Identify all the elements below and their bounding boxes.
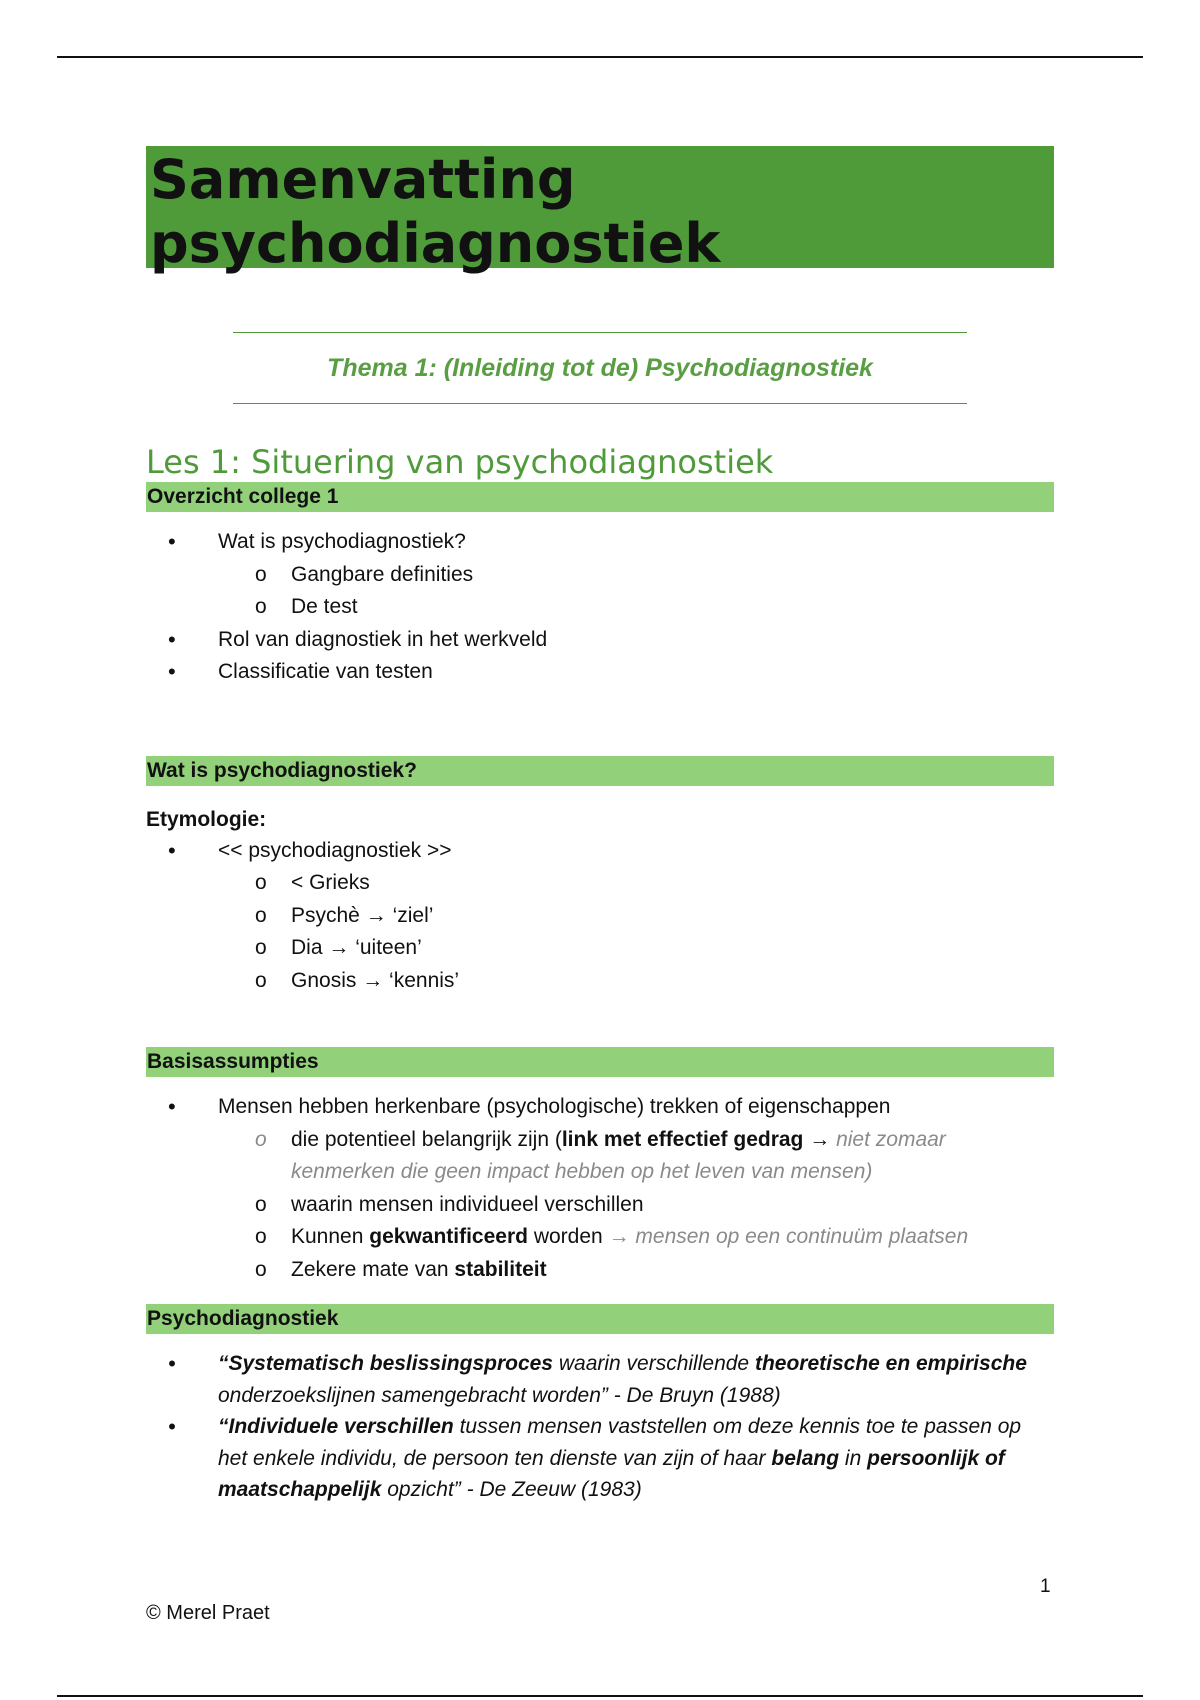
bullet-dot: • — [168, 1414, 176, 1439]
basis-heading: Basisassumpties — [146, 1047, 1054, 1077]
list-item-text: Mensen hebben herkenbare (psychologische) trekken of eigenschappen — [218, 1095, 891, 1118]
basis-list — [146, 1091, 1054, 1286]
list-item-text-gray: niet zomaar — [836, 1127, 946, 1151]
list-item-text: Psychè — [291, 903, 360, 927]
list-item — [146, 835, 1054, 868]
arrow-icon: → — [608, 1225, 630, 1248]
quote-text-bold: “Systematisch beslissingsproces — [218, 1352, 553, 1375]
list-item — [146, 1411, 1054, 1506]
quote-text-bold: belang — [771, 1446, 840, 1470]
thema-heading: Thema 1: (Inleiding tot de) Psychodiagnostiek — [233, 332, 967, 404]
footer-copyright: © Merel Praet — [146, 1602, 270, 1624]
bullet-circle: o — [255, 562, 267, 586]
title-line-2: psychodiagnostiek — [150, 212, 721, 275]
list-item-text: Classificatie van testen — [218, 660, 433, 683]
page-number: 1 — [1040, 1576, 1051, 1597]
list-item — [146, 900, 1054, 933]
list-item — [146, 559, 1054, 592]
quote-text-bold: “Individuele verschillen — [218, 1415, 454, 1438]
quote-text: waarin verschillende — [558, 1352, 750, 1375]
etymologie-list — [146, 835, 1054, 998]
psychodiagnostiek-heading: Psychodiagnostiek — [146, 1304, 1054, 1334]
wat-is-heading: Wat is psychodiagnostiek? — [146, 756, 1054, 786]
bullet-circle: o — [255, 968, 267, 992]
list-item — [146, 591, 1054, 624]
list-item — [146, 932, 1054, 965]
quote-text: opzicht” - De Zeeuw (1983) — [387, 1478, 642, 1501]
arrow-icon: → — [809, 1127, 831, 1151]
bullet-dot: • — [168, 626, 176, 652]
overzicht-list — [146, 526, 1054, 689]
list-item-text: die potentieel belangrijk zijn ( — [291, 1127, 562, 1151]
list-item-text-gray: mensen op een continuüm plaatsen — [635, 1225, 969, 1248]
arrow-icon: → — [365, 903, 387, 927]
list-item — [146, 965, 1054, 998]
list-item-text: << psychodiagnostiek >> — [218, 838, 452, 862]
list-item — [146, 1124, 1054, 1189]
bullet-circle: o — [255, 1225, 267, 1248]
list-item — [146, 1254, 1054, 1287]
etymologie-label: Etymologie: — [146, 807, 267, 831]
list-item-text: Gangbare definities — [291, 562, 474, 586]
quote-text: onderzoekslijnen samengebracht worden” - De Bruyn (1988) — [218, 1383, 781, 1407]
bullet-circle: o — [255, 903, 267, 927]
list-item-text: Kunnen — [291, 1225, 364, 1248]
list-item — [146, 1189, 1054, 1222]
quote-text: in — [844, 1446, 862, 1470]
list-item-text: Zekere mate van — [291, 1257, 449, 1281]
list-item-text: ‘ziel’ — [392, 903, 434, 927]
list-item — [146, 867, 1054, 900]
bullet-dot: • — [168, 1351, 176, 1376]
title-block — [146, 146, 1054, 275]
bullet-circle: o — [255, 595, 267, 618]
bullet-dot: • — [168, 1094, 176, 1119]
list-item — [146, 656, 1054, 689]
list-item-text: ‘uiteen’ — [355, 936, 422, 959]
list-item-text: waarin mensen individueel verschillen — [291, 1192, 644, 1216]
definitions-list — [146, 1348, 1054, 1506]
quote-text-bold: persoonlijk of maatschappelijk — [218, 1446, 1005, 1501]
quote-text: tussen mensen vaststellen om deze kennis toe te passen op het enkele individu, de persoon ten dienste van zijn of haar — [218, 1415, 1022, 1470]
list-item-text-bold: gekwantificeerd — [369, 1225, 528, 1248]
bullet-circle: o — [255, 936, 267, 959]
top-rule — [57, 56, 1143, 58]
list-item — [146, 526, 1054, 559]
list-item-text: Rol van diagnostiek in het werkveld — [218, 627, 548, 651]
bullet-circle: o — [255, 1127, 267, 1151]
arrow-icon: → — [362, 968, 384, 992]
list-item — [146, 1221, 1054, 1254]
bullet-circle: o — [255, 871, 267, 894]
les-heading: Les 1: Situering van psychodiagnostiek — [146, 443, 774, 481]
bottom-rule — [57, 1695, 1143, 1697]
bullet-dot: • — [168, 529, 176, 554]
quote-text-bold: theoretische en empirische — [754, 1352, 1027, 1375]
list-item-text: Wat is psychodiagnostiek? — [218, 530, 466, 553]
list-item — [146, 1348, 1054, 1411]
list-item — [146, 1091, 1054, 1124]
list-item-text-bold: link met effectief gedrag — [561, 1127, 804, 1151]
document-page — [146, 146, 1054, 1506]
list-item-text: worden — [533, 1225, 603, 1248]
list-item — [146, 624, 1054, 657]
list-item-text: De test — [291, 595, 358, 618]
list-item-text: Dia — [291, 936, 323, 959]
bullet-dot: • — [168, 659, 176, 684]
title-line-1: Samenvatting — [150, 148, 576, 211]
bullet-circle: o — [255, 1192, 267, 1216]
bullet-circle: o — [255, 1257, 267, 1281]
list-item-text-bold: stabiliteit — [454, 1257, 547, 1281]
list-item-text: ‘kennis’ — [389, 968, 460, 992]
bullet-dot: • — [168, 837, 176, 863]
list-item-text-gray: kenmerken die geen impact hebben op het leven van mensen) — [291, 1160, 873, 1183]
list-item-text: < Grieks — [291, 871, 370, 894]
list-item-text: Gnosis — [291, 968, 357, 992]
overzicht-heading: Overzicht college 1 — [146, 482, 1054, 512]
arrow-icon: → — [328, 936, 350, 959]
